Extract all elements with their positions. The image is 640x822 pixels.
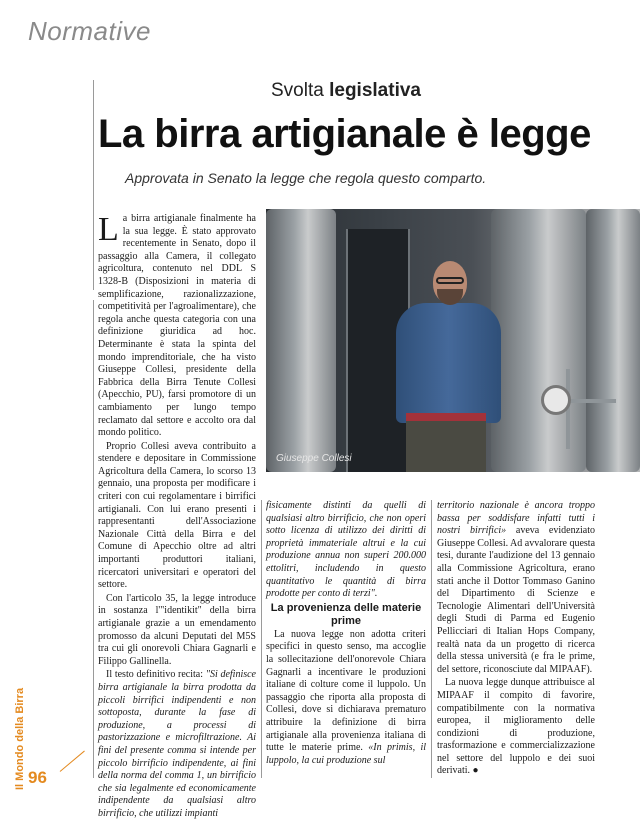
paragraph: La birra artigianale finalmente ha la sua legge. È stato approvato recentemente in Senato, dopo il passaggio alla Camera, il collegato agricoltura, contenuto nel DDL S 1328-B (Disposizioni in materia di semplificazione, razionalizzazione, competitività per l'agroalimentare), che regola anche questa categoria con una definizione giuridica ad hoc. Determinante è stata la spinta del mondo imprenditoriale, che ha visto Giuseppe Collesi, presidente della Fabbrica della Birra Tenute Collesi (Apecchio, PU), farsi promotore di un cambiamento per lungo tempo reclamato dal settore e accolto ora dal mondo politico. <box>98 211 256 439</box>
paragraph: Con l'articolo 35, la legge introduce in sostanza l'"identikit" della birra artigianale grazie a un emendamento promosso da alcuni Deputati del M5S tra cui gli onorevoli Chiara Gagnarli e Filippo Gallinella. <box>98 592 256 667</box>
article-column-2 <box>266 500 426 768</box>
article-column-1 <box>98 213 256 822</box>
article-column-3 <box>437 500 595 779</box>
photo-caption: Giuseppe Collesi <box>276 453 352 464</box>
paragraph: fisicamente distinti da quelli di qualsiasi altro birrificio, che non operi sotto licenza di utilizzo dei diritti di proprietà immateriale altrui e la cui produzione annua non superi 200.000 ettolitri, includendo in questo quantitativo le quantità di birra prodotte per conto di terzi". <box>266 500 426 600</box>
person-legs <box>406 421 486 472</box>
paragraph: Proprio Collesi aveva contribuito a stendere e depositare in Commissione Agricoltura della Camera, lo scorso 13 gennaio, una proposta per modificare i criteri con cui regolamentare i birrifici artigianali. Con lui erano presenti i rappresentanti dell'Associazione Nazionale Città della Birra e del Comune di Apecchio oltre ad altri importanti produttori italiani, ricercatori universitari e operatori del settore. <box>98 440 256 591</box>
photo-tank <box>491 209 586 472</box>
person-belt <box>406 413 486 421</box>
paragraph: territorio nazionale è ancora troppo bassa per soddisfare infatti tutti i nostri birrifici» aveva evidenziato Giuseppe Collesi. Ad avvalorare questa tesi, durante l'audizione del 13 gennaio alla Commissione Agricoltura, erano stati anche il Dottor Tommaso Ganino del Dipartimento di Scienze e Tecnologie Alimentari dell'Università degli Studi di Parma ed Eugenio Pellicciari di Italian Hops Company, realtà nata da un progetto di ricerca della stessa università (e fra le prime, del settore, riconosciute dal MIPAAF). <box>437 500 596 675</box>
paragraph: Il testo definitivo recita: "Si definisce birra artigianale la birra prodotta da piccoli birrifici indipendenti e non sottoposta, durante la fase di produzione, a processi di pastorizzazione e microfiltrazione. Ai fini del presente comma si intende per piccolo birrificio indipendente, ai fini della norma del comma 1, un birrificio che sia legalmente ed economicamente indipendente da qualsiasi altro birrificio, che utilizzi impianti <box>98 669 256 819</box>
pressure-gauge <box>541 385 571 415</box>
subtitle: Approvata in Senato la legge che regola questo comparto. <box>125 170 487 186</box>
portrait-photo <box>266 209 640 472</box>
kicker <box>271 80 421 102</box>
photo-tank <box>266 209 336 472</box>
page-number: 96 <box>28 768 47 787</box>
column-rule-left <box>93 300 94 778</box>
column-rule-mid <box>261 500 262 778</box>
magazine-name: Il Mondo della Birra <box>14 687 26 790</box>
paragraph: La nuova legge non adotta criteri specifici in questo senso, ma accoglie la sollecitazione dell'onorevole Chiara Gagnarli a incentivare le produzioni italiane di colture come il luppolo. Un passaggio che riporta alla proposta di Collesi, dove si dichiarava prematuro attribuire la definizione di birra artigianale alla provenienza italiana di tutte le materie prime. «In primis, il luppolo, la cui produzione sul <box>266 628 426 766</box>
kicker-bold: legislativa <box>329 80 421 101</box>
kicker-light: Svolta <box>271 80 324 101</box>
dropcap: L <box>98 211 119 248</box>
person-torso <box>396 303 501 423</box>
column-rule-right <box>431 500 432 778</box>
column-rule-top <box>93 80 94 290</box>
headline: La birra artigianale è legge <box>98 112 591 156</box>
subheading: La provenienza delle materie prime <box>270 601 422 627</box>
photo-tank <box>586 209 640 472</box>
person-glasses <box>436 277 464 284</box>
page-number-slash <box>60 751 85 772</box>
paragraph: La nuova legge dunque attribuisce al MIPAAF il compito di favorire, compatibilmente con la normativa europea, il miglioramento delle condizioni di produzione, trasformazione e commercializzazione nel settore del luppolo e dei suoi derivati. ● <box>437 677 595 777</box>
section-label: Normative <box>28 16 151 46</box>
end-mark: ● <box>472 765 479 777</box>
